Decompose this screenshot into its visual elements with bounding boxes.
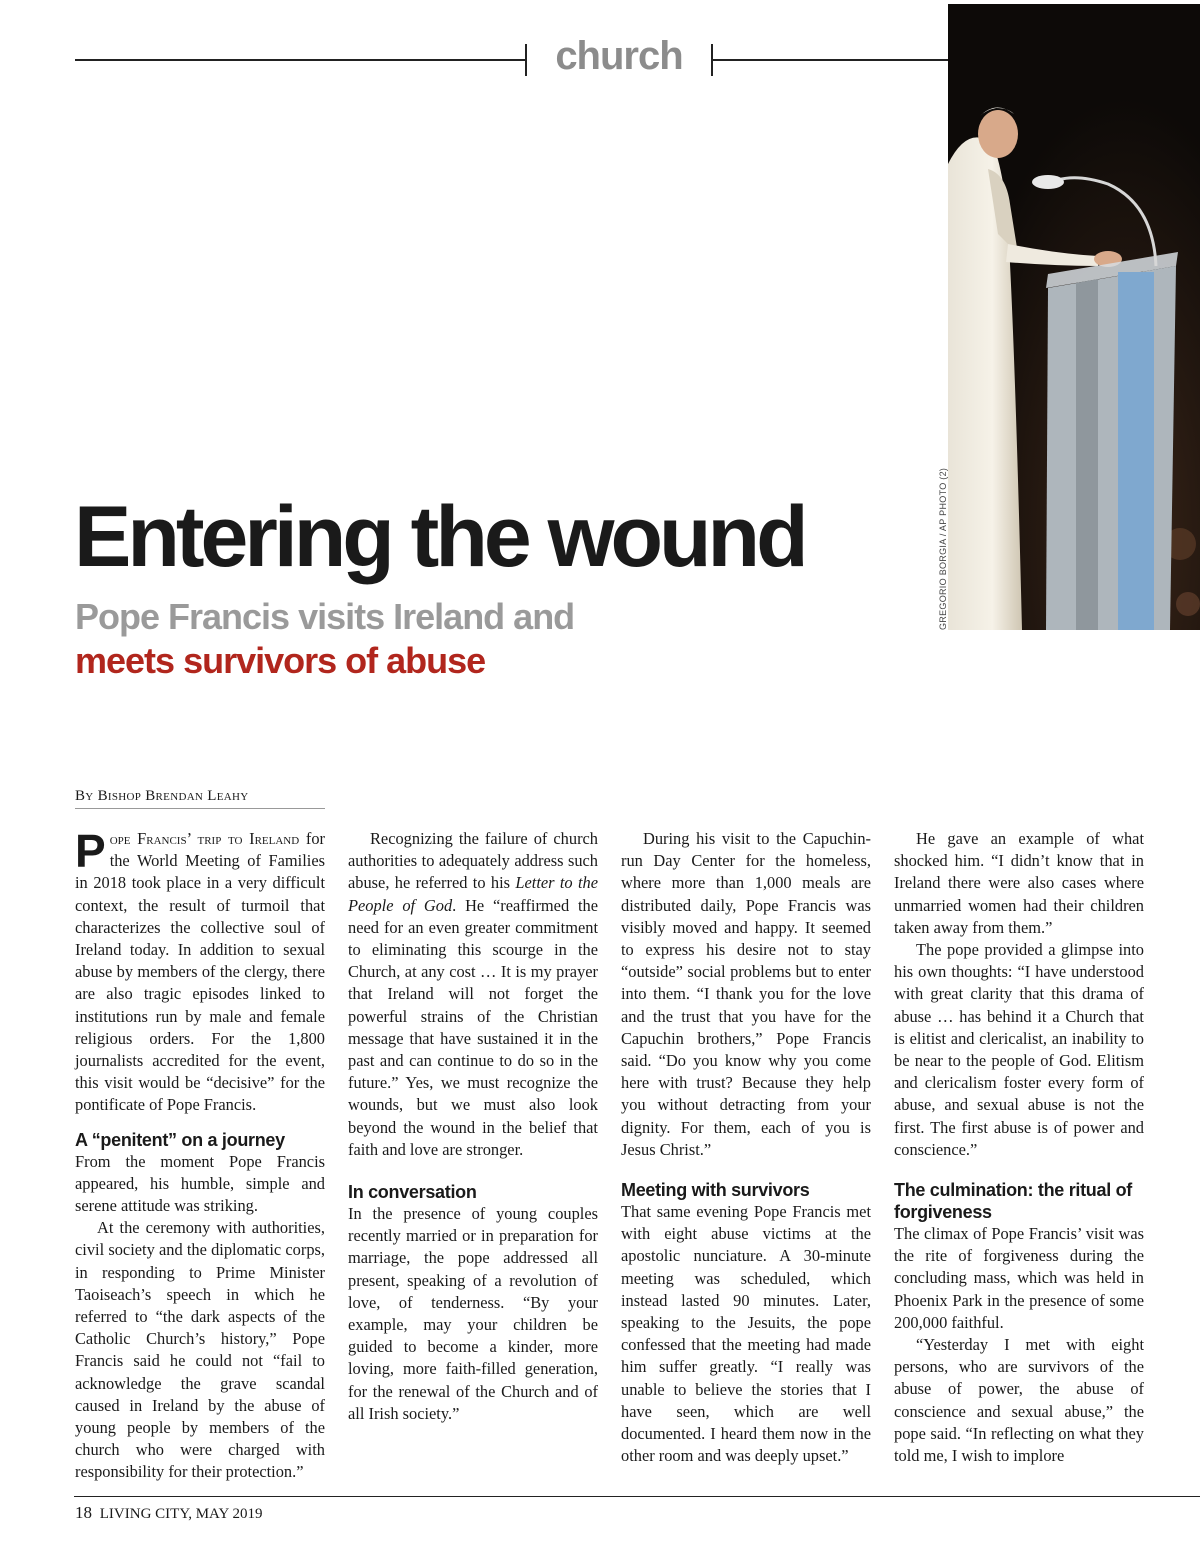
intro-text: for the World Meeting of Families in 2018 took place in a very difficult context, the result of turmoil that characterizes the collective soul of Ireland today. In addition to sexual abuse by members of the clergy, there are also tragic episodes linked to institutions run by male and female religious orders. For the 1,800 journalists accredited for the event, this visit would be “decisive” for the pontificate of Pope Francis. bbox=[75, 829, 325, 1115]
deck-line-1: Pope Francis visits Ireland and bbox=[75, 596, 575, 637]
letter-title: Letter to the People of God bbox=[348, 873, 598, 915]
deck-line-2: meets survivors of abuse bbox=[75, 640, 486, 681]
paragraph-10: The climax of Pope Francis’ visit was the rite of forgiveness during the concluding mass, which was held in Phoenix Park in the presence of some 200,000 faithful. bbox=[894, 1224, 1144, 1332]
paragraph-11: “Yesterday I met with eight persons, who are survivors of the abuse of power, the abuse of conscience and sexual abuse,” the pope said. “In reflecting on what they told me, I wish to implore bbox=[894, 1335, 1144, 1466]
subhead-conversation: In conversation bbox=[348, 1182, 477, 1203]
paragraph-9: The pope provided a glimpse into his own thoughts: “I have understood with great clarity that this drama of abuse … has behind it a Church that is elitist and clericalist, an inability to be near to the people of God. Elitism and clericalism foster every form of abuse, and sexual abuse is not the first. The first abuse is of power and conscience.” bbox=[894, 940, 1144, 1159]
column-1 bbox=[75, 825, 325, 1484]
photo-credit: GREGORIO BORGIA / AP PHOTO (2) bbox=[938, 467, 948, 630]
headline: Entering the wound bbox=[74, 489, 805, 585]
column-2 bbox=[348, 828, 598, 1425]
subhead-survivors: Meeting with survivors bbox=[621, 1180, 810, 1201]
paragraph-6: During his visit to the Capuchin-run Day Center for the homeless, where more than 1,000 meals are distributed daily, Pope Francis was visibly moved and happy. It seemed to express his desire not to stay “outside” social problems but to enter into them. “I thank you for the love and the trust that you have for the Capuchin brothers,” Pope Francis said. “Do you know why you come here with trust? Because they help you without detracting from your dignity. For them, each of you is Jesus Christ.” bbox=[621, 829, 871, 1159]
paragraph-8: He gave an example of what shocked him. “I didn’t know that in Ireland there were also cases where unmarried women had their children taken away from them.” bbox=[894, 829, 1144, 937]
paragraph-3: At the ceremony with authorities, civil society and the diplomatic corps, in responding to Prime Minister Taoiseach’s speech in which he referred to “the dark aspects of the Catholic Church’s history,” Pope Francis said he could not “fail to acknowledge the grave scandal caused in Ireland by the abuse of young people by members of the church who were charged with responsibility for their protection.” bbox=[75, 1218, 325, 1482]
header-rule-left bbox=[75, 59, 526, 61]
paragraph-2: From the moment Pope Francis appeared, his humble, simple and serene attitude was striking. bbox=[75, 1151, 325, 1216]
header-tick-left bbox=[525, 44, 527, 76]
header-rule-right bbox=[713, 59, 948, 61]
drop-cap: P bbox=[75, 825, 106, 877]
column-3 bbox=[621, 828, 871, 1467]
p4-text-a: Recognizing the failure of church authorities to adequately address such abuse, he referred to his bbox=[348, 829, 598, 893]
pope-at-podium-photo bbox=[948, 4, 1200, 630]
folio bbox=[75, 1503, 263, 1523]
paragraph-5: In the presence of young couples recently married or in preparation for marriage, the pope addressed all present, speaking of a revolution of love, of tenderness. “By your example, may your children be guided to become a kinder, more loving, more faith-filled generation, for the renewal of the Church and of all Irish society.” bbox=[348, 1204, 598, 1423]
subhead-penitent: A “penitent” on a journey bbox=[75, 1129, 285, 1150]
footer-rule bbox=[74, 1496, 1200, 1497]
paragraph-intro bbox=[75, 825, 325, 1117]
intro-lead-in: ope Francis’ trip to Ireland bbox=[109, 829, 300, 848]
publication-info: LIVING CITY, MAY 2019 bbox=[99, 1506, 263, 1522]
byline: By Bishop Brendan Leahy bbox=[75, 788, 325, 809]
column-4 bbox=[894, 828, 1144, 1467]
page-number: 18 bbox=[75, 1503, 92, 1522]
p4-text-b: . He “reaffirmed the need for an even greater commitment to eliminating this scourge in the Church, at any cost … It is my prayer that Ireland will not forget the powerful strains of the Christian message that have sustained it in the past and can continue to do so in the future.” Yes, we must recognize the wounds, but we must also look beyond the wound in the belief that faith and love are stronger. bbox=[348, 895, 598, 1159]
section-label: church bbox=[555, 34, 683, 78]
paragraph-7: That same evening Pope Francis met with eight abuse victims at the apostolic nunciature. A 30-minute meeting was scheduled, which instead lasted 90 minutes. Later, speaking to the Jesuits, the pope confessed that the meeting had made him suffer greatly. “I really was unable to believe the stories that I have seen, which are well documented. I heard them now in the other room and was deeply upset.” bbox=[621, 1202, 871, 1466]
pope-photo-illustration bbox=[948, 4, 1200, 630]
subhead-culmination: The culmination: the ritual of forgiveness bbox=[894, 1180, 1132, 1223]
paragraph-4 bbox=[348, 828, 598, 1161]
